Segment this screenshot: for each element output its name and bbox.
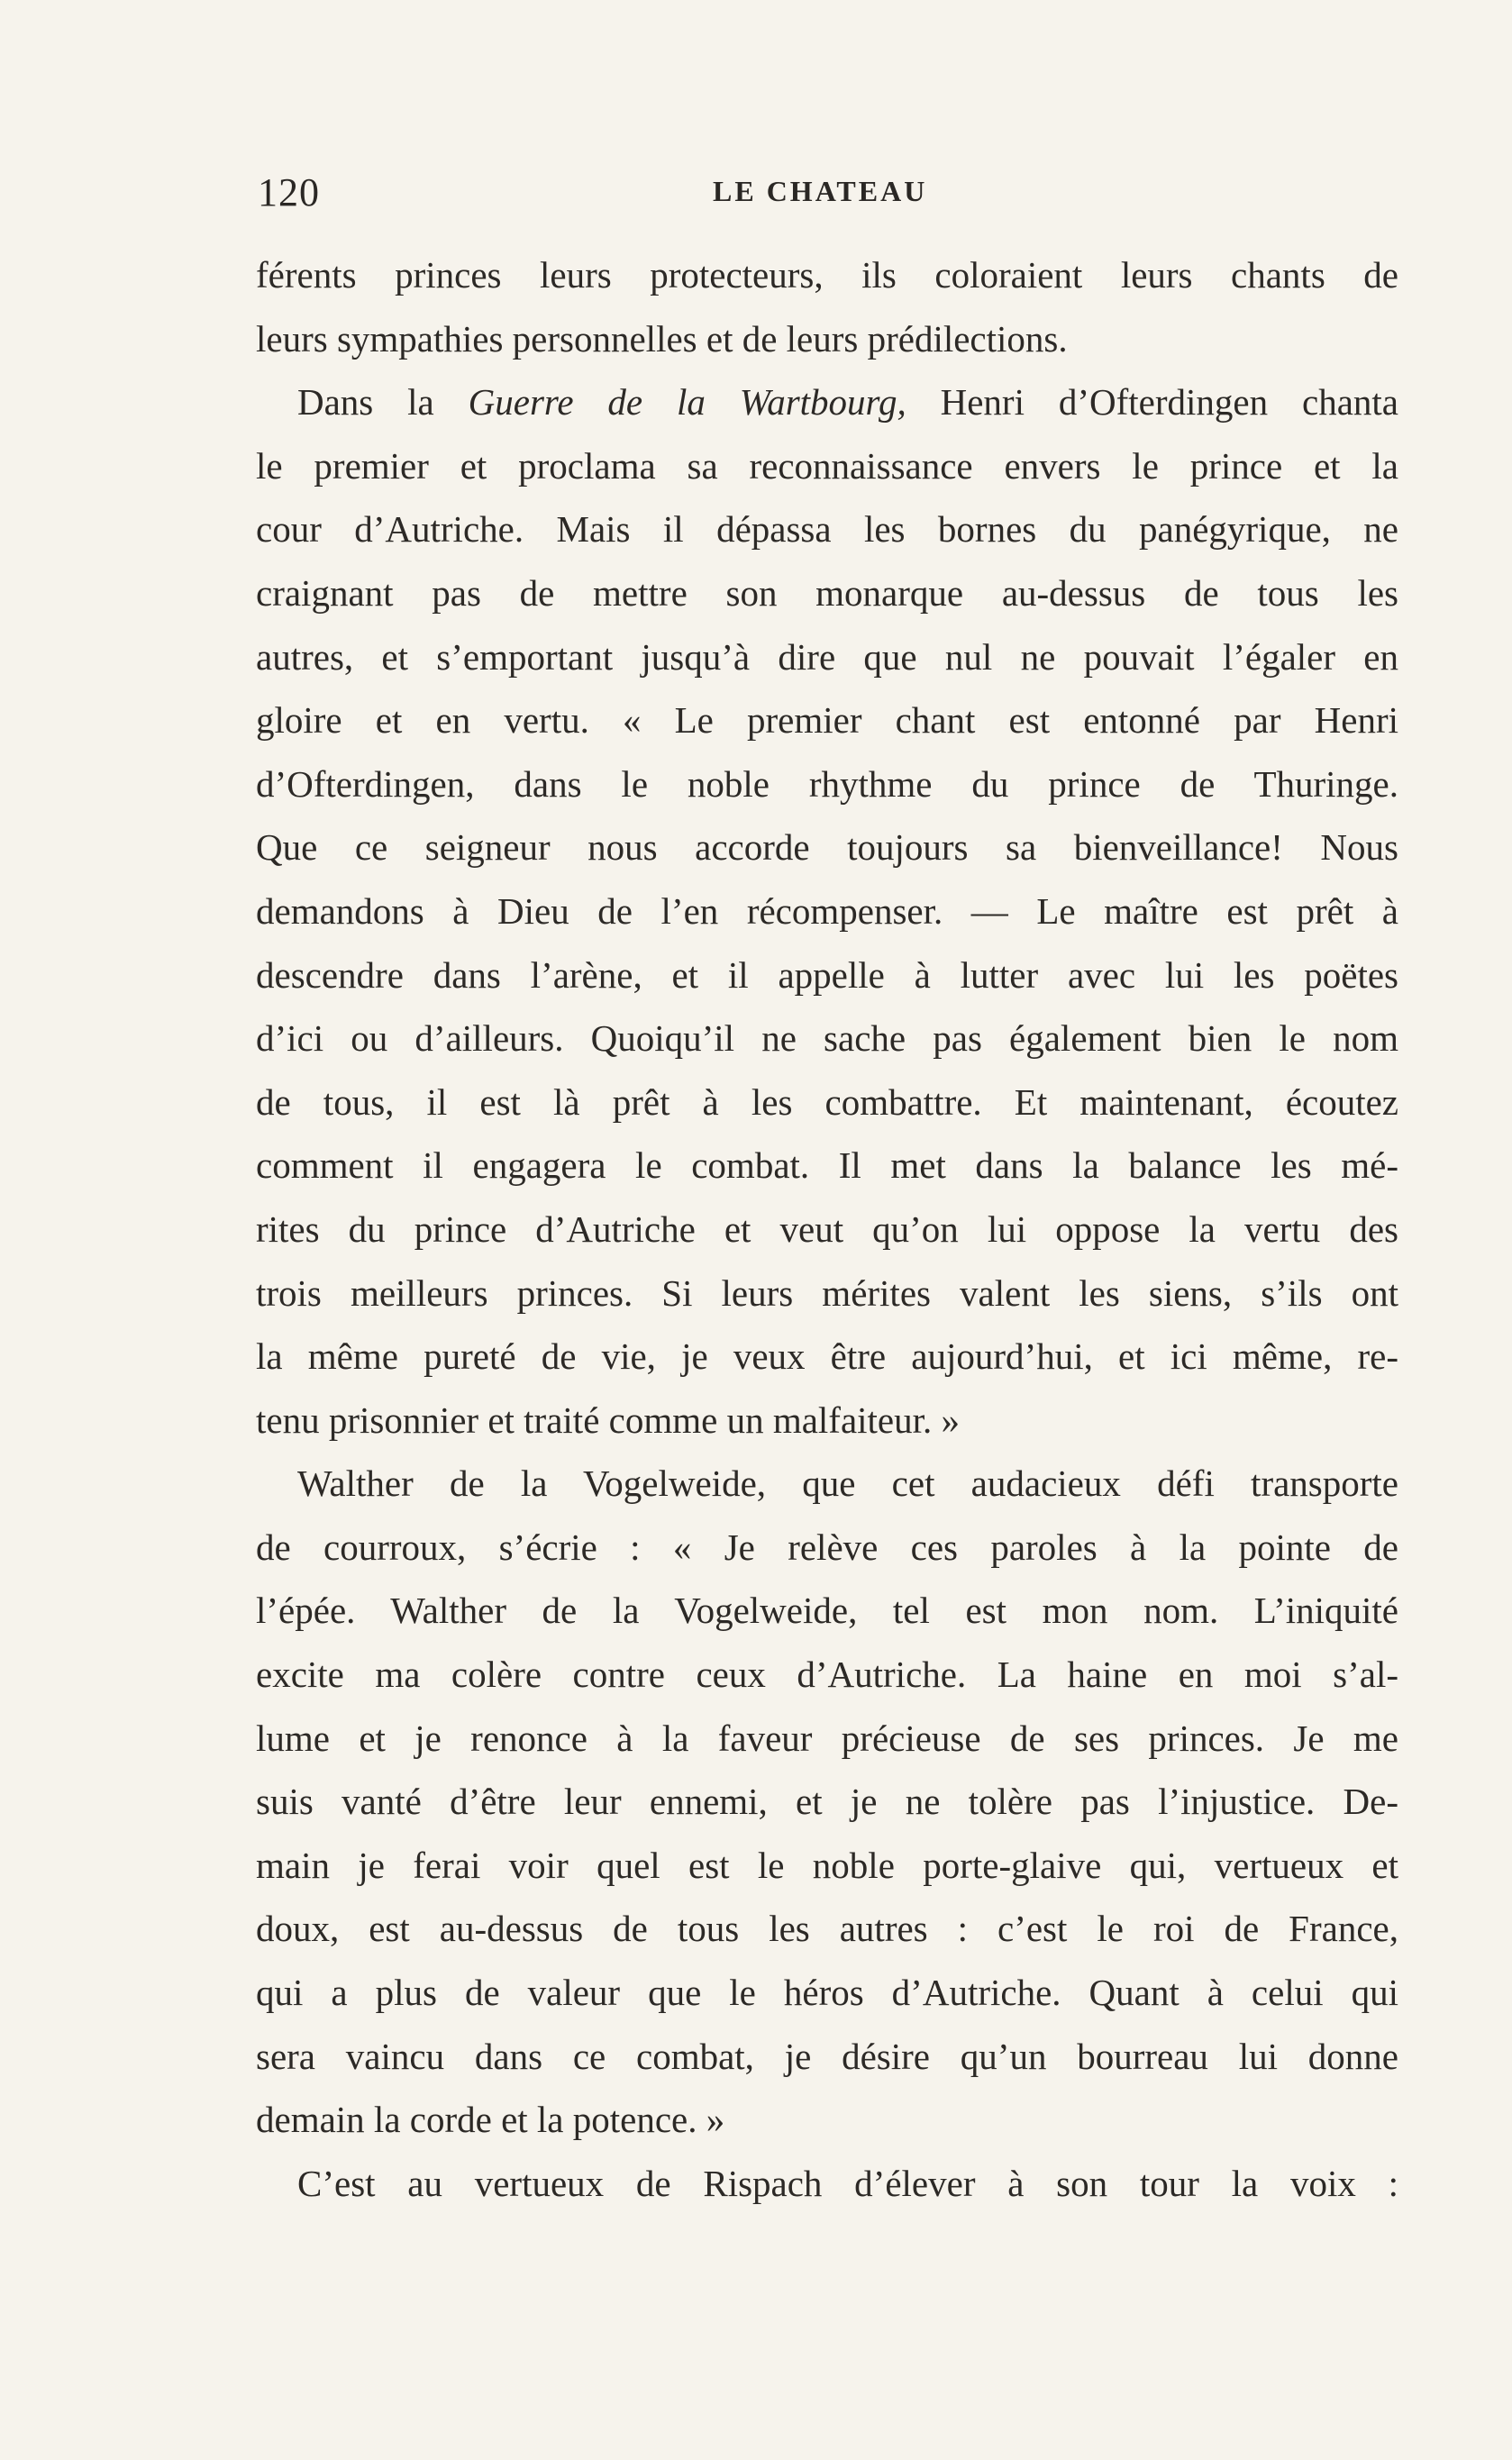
- text-line: d’ici ou d’ailleurs. Quoiqu’il ne sache pas également bien le nom: [256, 1017, 1398, 1060]
- text-segment: Henri d’Ofterdingen chanta: [906, 381, 1398, 424]
- text-segment: Dans la: [297, 381, 469, 424]
- text-line: le premier et proclama sa reconnaissance envers le prince et la: [256, 444, 1398, 487]
- text-line: de courroux, s’écrie : « Je relève ces paroles à la pointe de: [256, 1526, 1398, 1568]
- page-number: 120: [258, 170, 320, 214]
- text-line: leurs sympathies personnelles et de leurs prédilections.: [256, 317, 1068, 360]
- body-text: [256, 243, 1398, 2215]
- text-line: demain la corde et la potence. »: [256, 2099, 725, 2141]
- text-line: Walther de la Vogelweide, que cet audacieux défi transporte: [297, 1462, 1398, 1505]
- text-line: trois meilleurs princes. Si leurs mérites valent les siens, s’ils ont: [256, 1271, 1398, 1314]
- text-line: demandons à Dieu de l’en récompenser. — Le maître est prêt à: [256, 889, 1398, 932]
- text-line: sera vaincu dans ce combat, je désire qu’un bourreau lui donne: [256, 2035, 1398, 2077]
- text-line: craignant pas de mettre son monarque au-dessus de tous les: [256, 571, 1398, 614]
- text-line: qui a plus de valeur que le héros d’Autriche. Quant à celui qui: [256, 1972, 1398, 2014]
- text-line: excite ma colère contre ceux d’Autriche. La haine en moi s’al-: [256, 1654, 1398, 1696]
- italic-title: Guerre de la Wartbourg,: [468, 381, 906, 424]
- text-line: C’est au vertueux de Rispach d’élever à son tour la voix :: [297, 2162, 1398, 2204]
- text-line: gloire et en vertu. « Le premier chant est entonné par Henri: [256, 699, 1398, 742]
- text-line: tenu prisonnier et traité comme un malfaiteur. »: [256, 1399, 961, 1441]
- text-line: rites du prince d’Autriche et veut qu’on lui oppose la vertu des: [256, 1207, 1398, 1250]
- text-line: lume et je renonce à la faveur précieuse de ses princes. Je me: [256, 1717, 1398, 1759]
- text-line: autres, et s’emportant jusqu’à dire que nul ne pouvait l’égaler en: [256, 635, 1398, 678]
- running-title: LE CHATEAU: [713, 175, 928, 207]
- text-line: l’épée. Walther de la Vogelweide, tel est mon nom. L’iniquité: [256, 1590, 1398, 1632]
- text-line: [256, 370, 1398, 434]
- page-header: [258, 169, 1395, 223]
- text-line: de tous, il est là prêt à les combattre. Et maintenant, écoutez: [256, 1080, 1398, 1123]
- text-line: main je ferai voir quel est le noble porte-glaive qui, vertueux et: [256, 1844, 1398, 1886]
- text-line: descendre dans l’arène, et il appelle à lutter avec lui les poëtes: [256, 953, 1398, 996]
- text-line: férents princes leurs protecteurs, ils coloraient leurs chants de: [256, 254, 1398, 296]
- text-line: comment il engagera le combat. Il met dans la balance les mé-: [256, 1144, 1398, 1187]
- text-line: doux, est au-dessus de tous les autres : c’est le roi de France,: [256, 1908, 1398, 1950]
- text-line: suis vanté d’être leur ennemi, et je ne tolère pas l’injustice. De-: [256, 1781, 1398, 1823]
- text-line: la même pureté de vie, je veux être aujourd’hui, et ici même, re-: [256, 1335, 1398, 1378]
- text-line: d’Ofterdingen, dans le noble rhythme du prince de Thuringe.: [256, 762, 1398, 805]
- text-line: Que ce seigneur nous accorde toujours sa bienveillance! Nous: [256, 826, 1398, 869]
- text-line: cour d’Autriche. Mais il dépassa les bornes du panégyrique, ne: [256, 508, 1398, 551]
